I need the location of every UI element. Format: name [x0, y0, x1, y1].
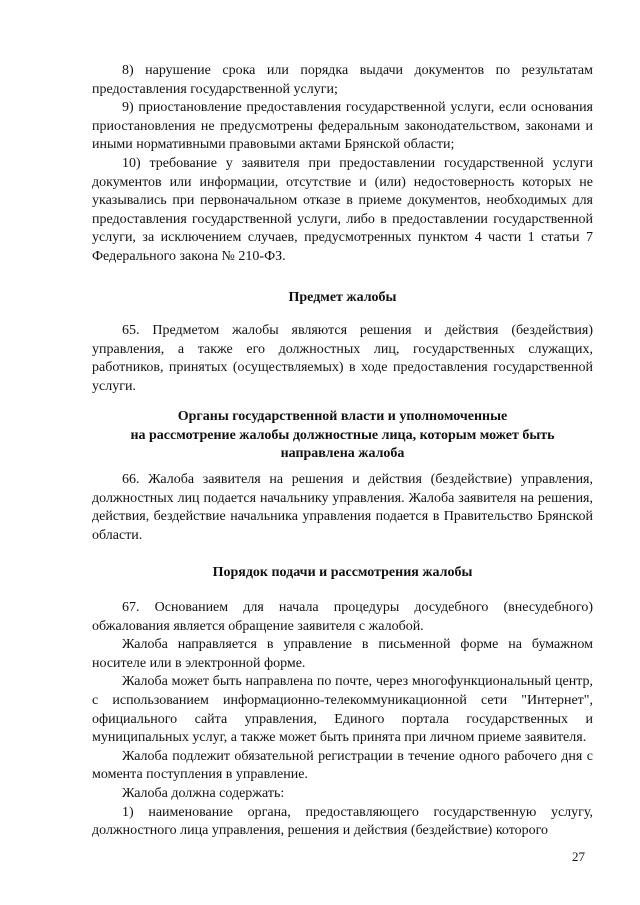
section-subject [92, 289, 593, 308]
paragraph-contents-item-1: 1) наименование органа, предоставляющего государственную услугу, должностного лица управления, решения и действия (бездействие) которого [92, 804, 593, 839]
list-item-9: 9) приостановление предоставления государственной услуги, если основания приостановления не предусмотрены федеральным законодательством, законами и иными нормативными правовыми актами Брянской области; [92, 100, 593, 153]
section-procedure-body [92, 599, 593, 841]
list-items-top [92, 62, 593, 267]
paragraph-registration: Жалоба подлежит обязательной регистрации в течение одного рабочего дня с момента поступления в управление. [92, 748, 593, 783]
paragraph-65: 65. Предметом жалобы являются решения и действия (бездействия) управления, а также его должностных лиц, государственных служащих, работников, принятых (осуществляемых) в ходе предоставления государственной услуги. [92, 323, 593, 394]
page-number: 27 [572, 849, 585, 864]
list-item-10: 10) требование у заявителя при предоставлении государственной услуги документов или информации, отсутствие и (или) недостоверность которых не указывались при первоначальном отказе в приеме документов, необходимых для предоставления государственной услуги, либо в предоставлении государственной услуги, за исключением случаев, предусмотренных пунктом 4 части 1 статьи 7 Федерального закона № 210-ФЗ. [92, 155, 593, 264]
paragraph-channels: Жалоба может быть направлена по почте, через многофункциональный центр, с использованием информационно-телекоммуникационной сети "Интернет", официального сайта управления, Единого портала государственных и муниципальных услуг, а также может быть принята при личном приеме заявителя. [92, 674, 593, 746]
paragraph-67: 67. Основанием для начала процедуры досудебного (внесудебного) обжалования является обращение заявителя с жалобой. [92, 600, 593, 634]
section-heading-authorities-line-2: на рассмотрение жалобы должностные лица, которым может быть [130, 427, 555, 443]
section-heading-procedure: Порядок подачи и рассмотрения жалобы [212, 565, 473, 580]
section-heading-authorities-line-1: Органы государственной власти и уполномоченные [177, 409, 508, 424]
section-heading-subject: Предмет жалобы [288, 290, 397, 305]
section-heading-authorities-line-3: направлена жалоба [280, 446, 405, 462]
section-authorities [92, 408, 593, 464]
paragraph-66: 66. Жалоба заявителя на решения и действия (бездействие) управления, должностных лиц подается начальнику управления. Жалоба заявителя на решения, действия, бездействие начальника управления подается в Правительство Брянской области. [92, 472, 593, 543]
section-subject-body [92, 322, 593, 396]
paragraph-contents-intro: Жалоба должна содержать: [122, 785, 285, 801]
section-authorities-body [92, 471, 593, 545]
paragraph-form: Жалоба направляется в управление в письменной форме на бумажном носителе или в электронной форме. [92, 637, 593, 671]
list-item-8: 8) нарушение срока или порядка выдачи документов по результатам предоставления государственной услуги; [92, 63, 593, 97]
section-procedure [92, 564, 593, 583]
